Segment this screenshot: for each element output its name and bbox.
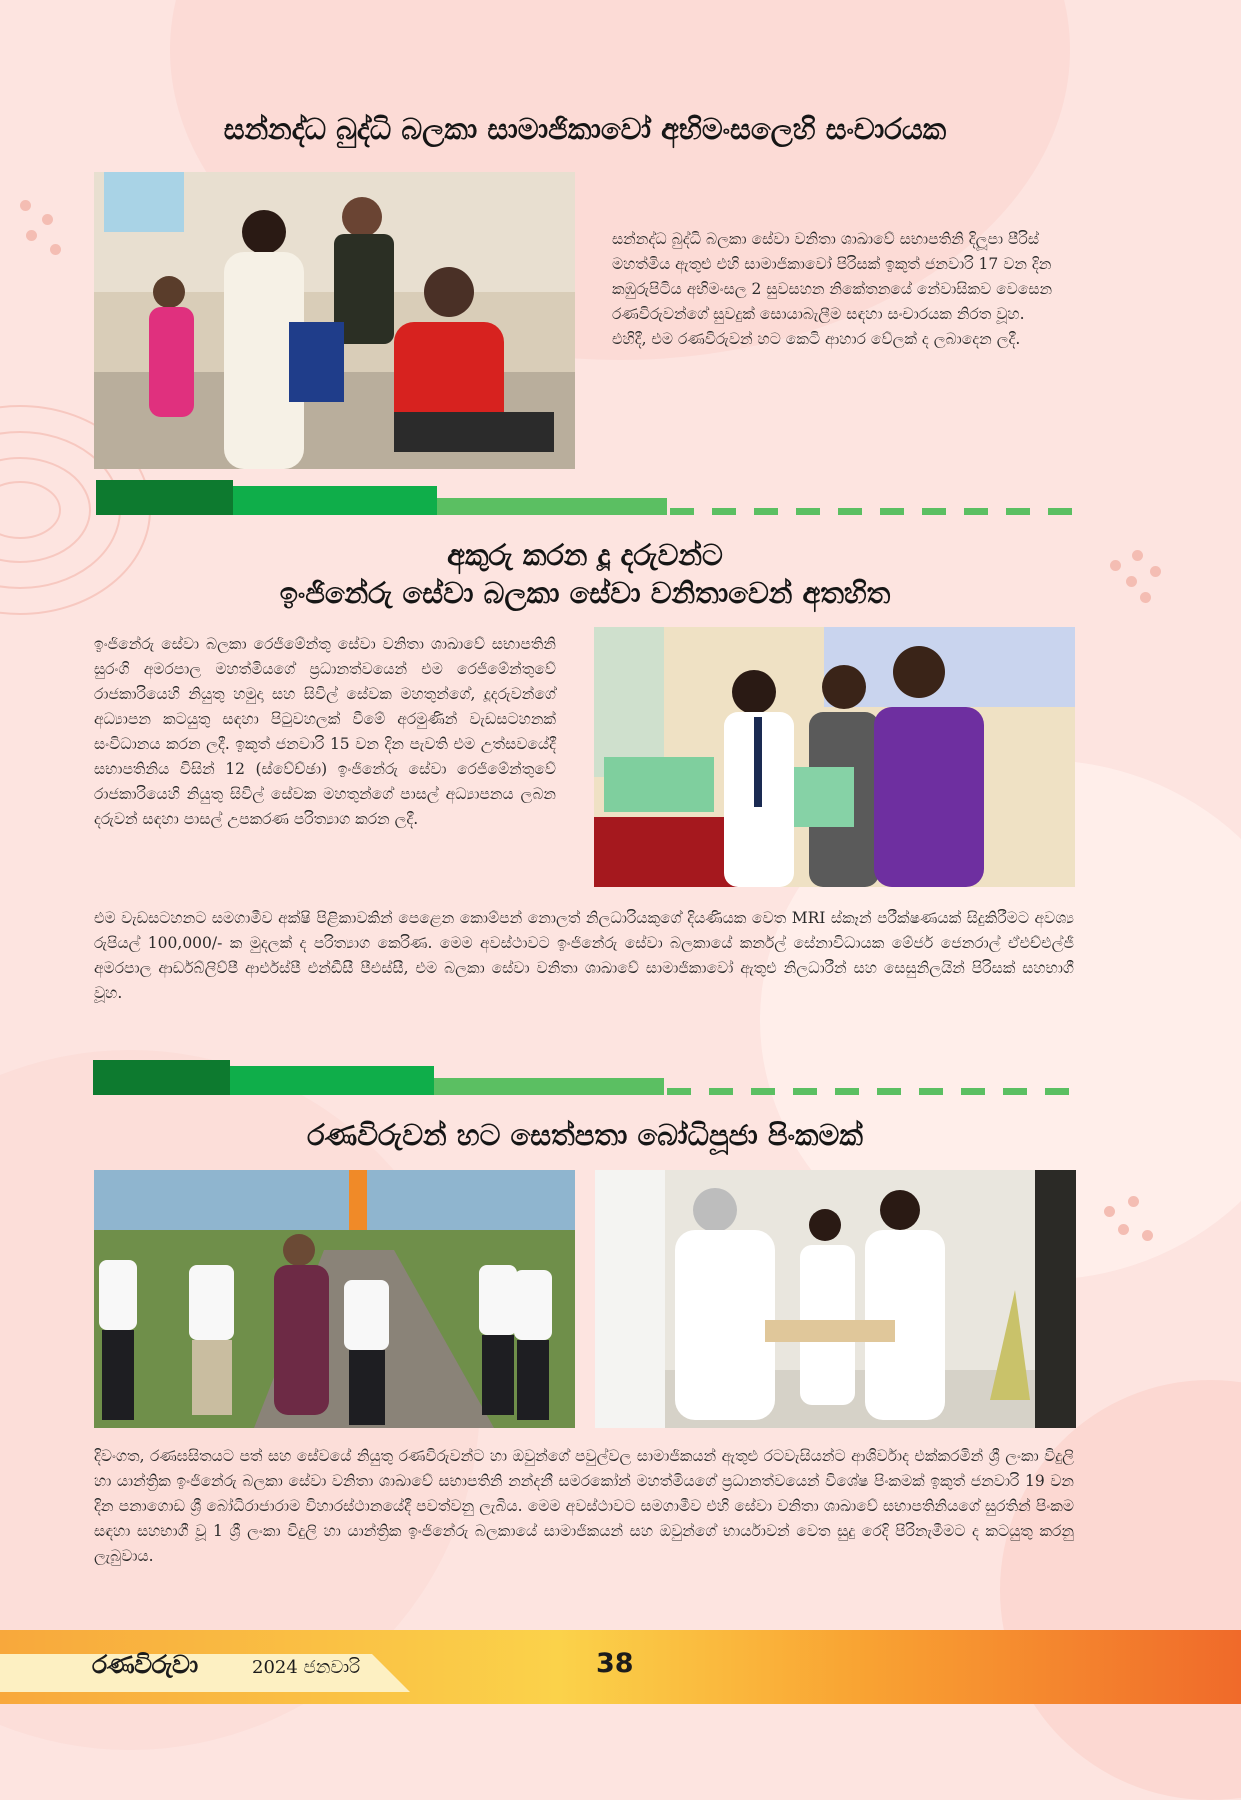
article-body: ඉංජිනේරු සේවා බලකා රෙජිමේන්තු සේවා වනිතා ශාඛාවේ සභාපතිනි සුරංගි අමරපාල මහත්මියගේ ප්‍රධානත්වයෙන් එම රෙජිමේන්තුවේ රාජකාරියෙහි නියුතු හමුදා සහ සිවිල් සේවක මහතුන්ගේ, දූදරුවන්ගේ අධ්‍යාපන කටයුතු සඳහා පිටුවහලක් වීමේ අරමුණින් වැඩසටහනක් සංවිධානය කරන ලදී. ඉකුත් ජනවාරි 15 වන දින පැවති එම උත්සවයේදී සභාපතිනිය විසින් 12 (ස්වේච්ඡා) ඉංජිනේරු සේවා රෙජිමේන්තුවේ රාජකාරියෙහි නියුතු සිවිල් සේවක මහතුන්ගේ පාසල් අධ්‍යාපනය ලබන දරුවන් සඳහා පාසල් උපකරණ පරිත්‍යාග කරන ලදී. [94,635,556,828]
green-divider [0,1058,1241,1098]
green-divider [0,478,1241,518]
page-number: 38 [596,1648,634,1679]
article-title: රණවිරුවන් හට සෙත්පතා බෝධිපූජා පිංකමක් [307,1118,863,1152]
article-body: සන්නද්ධ බුද්ධි බලකා සේවා වනිතා ශාඛාවේ සභාපතිනි දිලූපා පීරිස් මහත්මිය ඇතුළු එහි සාමාජිකාවෝ පිරිසක් ඉකුත් ජනවාරි 17 වන දින කඹුරුපිටිය අභිමංසල 2 සුවසහන නිකේතනයේ නේවාසිකව වෙසෙන රණවිරුවන්ගේ සුවදුක් සොයාබැලීම සඳහා සංචාරයක නිරත වූහ. එහිදී, එම රණවිරුවන් හට කෙටි ආහාර වේලක් ද ලබාදෙන ලදී. [612,230,1053,348]
article-body: දිවංගත, රණඝසිතයට පත් සහ සේවයේ නියුතු රණවිරුවන්ට හා ඔවුන්ගේ පවුල්වල සාමාජිකයන් ඇතුළු රටවැසියන්ට ආශිර්වාද එක්කරමින් ශ්‍රී ලංකා විදුලි හා යාන්ත්‍රික ඉංජිනේරු බලකා සේවා වනිතා ශාඛාවේ සභාපතිනි නන්දනී සමරකෝන් මහත්මියගේ ප්‍රධානත්වයෙන් විශේෂ පිංකමක් ඉකුත් ජනවාරි 19 වන දින පනාගොඩ ශ්‍රී බෝධිරාජාරාම විහාරස්ථානයේදී පවත්වනු ලැබිය. මෙම අවස්ථාවට සමගාමීව එහි සේවා වනිතා ශාඛාවේ සභාපතිනියගේ සුරතින් පිංකම සඳහා සහභාගී වූ 1 ශ්‍රී ලංකා විදුලි හා යාන්ත්‍රික ඉංජිනේරු බලකායේ සාමාජිකයන් සහ ඔවුන්ගේ භාර්යාවන් වෙත සුදු රෙදි පිරිනැමීමට ද කටයුතු කරනු ලැබුවාය. [94,1447,1074,1565]
page-footer [0,1630,1241,1704]
monk-procession-photo [94,1170,575,1428]
article-title: සන්නද්ධ බුද්ධි බලකා සාමාජිකාවෝ අභිමංසලෙහි සංචාරයක [223,112,947,146]
offering-presentation-photo [595,1170,1076,1428]
title-line: ඉංජිනේරු සේවා බලකා සේවා වනිතාවෙන් අතහිත [279,576,891,610]
magazine-logo: රණවිරුවා [92,1650,198,1679]
background-shape [1000,1380,1241,1800]
issue-date: 2024 ජනවාරි [252,1657,361,1678]
school-supplies-handover-photo [594,627,1075,887]
title-line: අකුරු කරන දූ දරුවන්ට [447,538,723,572]
article-title [90,536,1080,612]
soldier-gift-visit-photo [94,172,575,469]
article-body: එම වැඩසටහනට සමගාමීව අක්ෂි පිළිකාවකින් පෙළෙන කොම්පන් නොලත් නිලධාරියකුගේ දියණියක වෙත MRI ස්කෑන් පරීක්ෂණයක් සිදුකිරීමට අවශ්‍ය රුපියල් 100,000/- ක මුදලක් ද පරිත්‍යාග කෙරිණ. මෙම අවස්ථාවට ඉංජිනේරු සේවා බලකායේ කර්නල් සේනාවිධායක මේජර් ජෙනරාල් ඒඑච්එල්ජී අමරපාල ආර්ඩබ්ලිව්පී ආර්එස්පී එන්ඩීසී පීඑස්සී, එම බලකා සේවා වනිතා ශාඛාවේ සාමාජිකාවෝ ඇතුළු නිලධාරීන් සහ සෙසුනිලයින් පිරිසක් සහභාගී වූහ. [94,909,1074,1002]
